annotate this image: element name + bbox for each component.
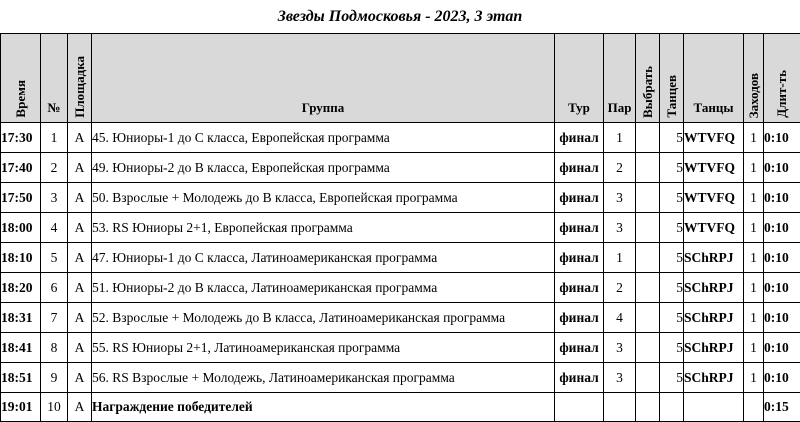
cell-heats: 1 <box>744 243 764 273</box>
table-row <box>1 303 800 333</box>
cell-time: 18:51 <box>1 363 41 393</box>
cell-dances: WTVFQ <box>684 123 744 153</box>
cell-time: 18:10 <box>1 243 41 273</box>
cell-duration: 0:15 <box>764 393 800 422</box>
cell-tour: финал <box>555 213 604 243</box>
cell-duration: 0:10 <box>764 303 800 333</box>
table-header-row <box>1 34 800 123</box>
cell-pairs: 3 <box>604 363 636 393</box>
cell-group: 50. Взрослые + Молодежь до В класса, Европейская программа <box>92 183 555 213</box>
schedule-body <box>1 123 800 422</box>
col-header-dances-count: Танцев <box>660 34 684 123</box>
col-header-time: Время <box>1 34 41 123</box>
cell-pairs: 3 <box>604 333 636 363</box>
cell-num: 7 <box>41 303 68 333</box>
cell-select <box>636 363 660 393</box>
cell-num: 9 <box>41 363 68 393</box>
cell-tour: финал <box>555 303 604 333</box>
cell-duration: 0:10 <box>764 123 800 153</box>
cell-time: 17:50 <box>1 183 41 213</box>
cell-num: 3 <box>41 183 68 213</box>
cell-heats: 1 <box>744 273 764 303</box>
cell-dances-count: 5 <box>660 153 684 183</box>
cell-num: 1 <box>41 123 68 153</box>
cell-pairs: 4 <box>604 303 636 333</box>
cell-heats: 1 <box>744 213 764 243</box>
schedule-table <box>0 33 800 422</box>
cell-pairs: 2 <box>604 273 636 303</box>
cell-tour: финал <box>555 363 604 393</box>
col-header-group: Группа <box>92 34 555 123</box>
cell-time: 18:20 <box>1 273 41 303</box>
cell-place: A <box>68 303 92 333</box>
cell-pairs: 1 <box>604 123 636 153</box>
col-header-dances: Танцы <box>684 34 744 123</box>
cell-select <box>636 243 660 273</box>
cell-heats: 1 <box>744 153 764 183</box>
cell-dances: SChRPJ <box>684 333 744 363</box>
cell-dances-count: 5 <box>660 243 684 273</box>
col-header-select: Выбрать <box>636 34 660 123</box>
cell-num: 6 <box>41 273 68 303</box>
cell-group: 55. RS Юниоры 2+1, Латиноамериканская программа <box>92 333 555 363</box>
cell-dances: SChRPJ <box>684 273 744 303</box>
cell-duration: 0:10 <box>764 243 800 273</box>
cell-time: 19:01 <box>1 393 41 422</box>
cell-group: 49. Юниоры-2 до В класса, Европейская программа <box>92 153 555 183</box>
cell-tour <box>555 393 604 422</box>
table-row <box>1 123 800 153</box>
cell-dances-count: 5 <box>660 273 684 303</box>
cell-heats: 1 <box>744 183 764 213</box>
cell-num: 10 <box>41 393 68 422</box>
table-row <box>1 183 800 213</box>
cell-select <box>636 153 660 183</box>
cell-group: 51. Юниоры-2 до В класса, Латиноамериканская программа <box>92 273 555 303</box>
cell-time: 18:00 <box>1 213 41 243</box>
cell-dances: WTVFQ <box>684 213 744 243</box>
cell-time: 18:31 <box>1 303 41 333</box>
award-row <box>1 393 800 422</box>
cell-time: 17:40 <box>1 153 41 183</box>
cell-dances: SChRPJ <box>684 363 744 393</box>
cell-select <box>636 183 660 213</box>
cell-dances-count: 5 <box>660 363 684 393</box>
cell-dances-count: 5 <box>660 333 684 363</box>
cell-pairs: 1 <box>604 243 636 273</box>
cell-duration: 0:10 <box>764 153 800 183</box>
cell-pairs: 2 <box>604 153 636 183</box>
cell-dances: SChRPJ <box>684 243 744 273</box>
cell-num: 5 <box>41 243 68 273</box>
cell-num: 2 <box>41 153 68 183</box>
cell-dances-count: 5 <box>660 183 684 213</box>
cell-tour: финал <box>555 333 604 363</box>
cell-award-title: Награждение победителей <box>92 393 555 422</box>
cell-duration: 0:10 <box>764 213 800 243</box>
cell-heats: 1 <box>744 333 764 363</box>
cell-select <box>636 273 660 303</box>
table-row <box>1 243 800 273</box>
cell-group: 56. RS Взрослые + Молодежь, Латиноамериканская программа <box>92 363 555 393</box>
cell-select <box>636 123 660 153</box>
cell-select <box>636 303 660 333</box>
cell-tour: финал <box>555 153 604 183</box>
col-header-tour: Тур <box>555 34 604 123</box>
cell-pairs: 3 <box>604 213 636 243</box>
cell-duration: 0:10 <box>764 183 800 213</box>
cell-group: 52. Взрослые + Молодежь до В класса, Латиноамериканская программа <box>92 303 555 333</box>
col-header-num: № <box>41 34 68 123</box>
cell-group: 47. Юниоры-1 до С класса, Латиноамериканская программа <box>92 243 555 273</box>
table-row <box>1 333 800 363</box>
cell-place: A <box>68 153 92 183</box>
cell-place: A <box>68 363 92 393</box>
cell-select <box>636 393 660 422</box>
cell-dances-count <box>660 393 684 422</box>
cell-dances: WTVFQ <box>684 153 744 183</box>
cell-place: A <box>68 333 92 363</box>
cell-heats <box>744 393 764 422</box>
page-title: Звезды Подмосковья - 2023, 3 этап <box>0 0 800 33</box>
cell-group: 45. Юниоры-1 до С класса, Европейская программа <box>92 123 555 153</box>
cell-tour: финал <box>555 243 604 273</box>
cell-pairs: 3 <box>604 183 636 213</box>
cell-heats: 1 <box>744 123 764 153</box>
cell-tour: финал <box>555 183 604 213</box>
cell-dances-count: 5 <box>660 213 684 243</box>
cell-tour: финал <box>555 273 604 303</box>
cell-dances <box>684 393 744 422</box>
cell-group: 53. RS Юниоры 2+1, Европейская программа <box>92 213 555 243</box>
cell-select <box>636 213 660 243</box>
col-header-pairs: Пар <box>604 34 636 123</box>
cell-tour: финал <box>555 123 604 153</box>
cell-place: A <box>68 213 92 243</box>
cell-duration: 0:10 <box>764 333 800 363</box>
col-header-duration: Длит-ть <box>764 34 800 123</box>
cell-dances: WTVFQ <box>684 183 744 213</box>
table-row <box>1 363 800 393</box>
cell-time: 18:41 <box>1 333 41 363</box>
cell-heats: 1 <box>744 303 764 333</box>
cell-dances: SChRPJ <box>684 303 744 333</box>
cell-dances-count: 5 <box>660 123 684 153</box>
col-header-heats: Заходов <box>744 34 764 123</box>
table-row <box>1 213 800 243</box>
cell-select <box>636 333 660 363</box>
cell-place: A <box>68 393 92 422</box>
cell-place: A <box>68 243 92 273</box>
table-row <box>1 153 800 183</box>
cell-place: A <box>68 273 92 303</box>
cell-time: 17:30 <box>1 123 41 153</box>
cell-place: A <box>68 183 92 213</box>
cell-dances-count: 5 <box>660 303 684 333</box>
cell-pairs <box>604 393 636 422</box>
table-row <box>1 273 800 303</box>
cell-duration: 0:10 <box>764 273 800 303</box>
cell-num: 4 <box>41 213 68 243</box>
cell-duration: 0:10 <box>764 363 800 393</box>
cell-heats: 1 <box>744 363 764 393</box>
col-header-place: Площадка <box>68 34 92 123</box>
cell-num: 8 <box>41 333 68 363</box>
cell-place: A <box>68 123 92 153</box>
